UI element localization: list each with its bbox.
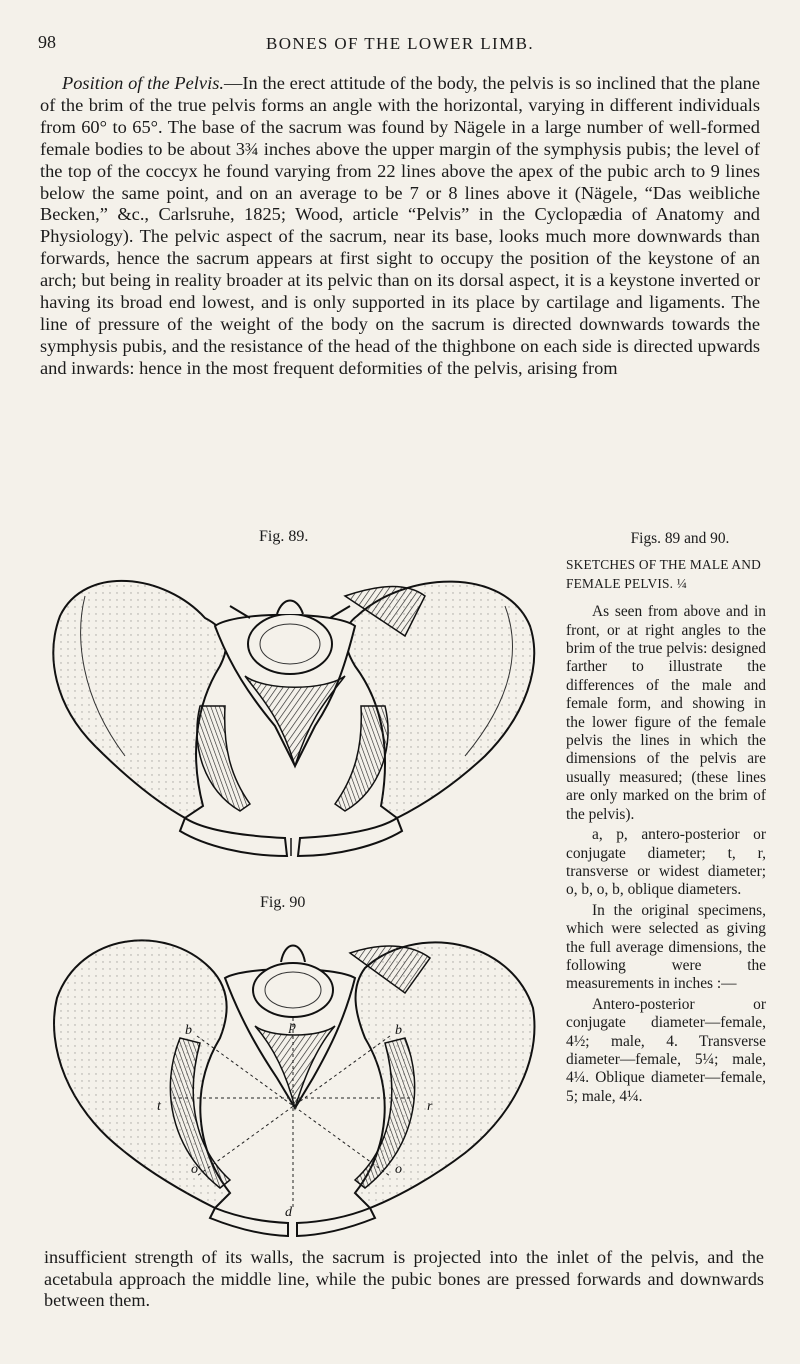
label-b-left: b (185, 1023, 192, 1038)
left-pubic-ramus (180, 818, 287, 856)
label-o-left: o (191, 1162, 198, 1177)
caption-heading: SKETCHES OF THE MALE AND FEMALE PELVIS. ¼ (566, 557, 762, 591)
caption-paragraph-2: a, p, antero-posterior or conjugate diameter; t, r, transverse or widest diameter; o, b, o, b, oblique diameters. (566, 826, 766, 899)
label-b-right: b (395, 1023, 402, 1038)
figure-caption-column (566, 530, 766, 1108)
caption-paragraph-4: Antero-posterior or conjugate diameter—female, 4½; male, 4. Transverse diameter—female, 5¼; male, 4¼. Oblique diameter—female, 5; male, 4¼. (566, 995, 766, 1105)
fig-90-label: Fig. 90 (260, 894, 306, 911)
continuation-paragraph: insufficient strength of its walls, the sacrum is projected into the inlet of the pelvis, and the acetabula approach the middle line, while the pubic bones are pressed forwards and downwards between them. (44, 1247, 764, 1310)
label-t: t (157, 1099, 161, 1114)
caption-paragraph-3: In the original specimens, which were selected as giving the full average dimensions, the following were the measurements in inches :— (566, 901, 766, 993)
male-pelvis-drawing (45, 556, 545, 866)
right-pubic-ramus (298, 818, 402, 856)
left-pelvic-wall (197, 706, 250, 811)
section-lead: Position of the Pelvis. (62, 73, 224, 93)
label-o-right: o (395, 1162, 402, 1177)
fig-89-label: Fig. 89. (259, 528, 309, 545)
page-number: 98 (38, 32, 56, 52)
running-title: BONES OF THE LOWER LIMB. (266, 34, 534, 53)
fig-90-illustration (45, 918, 545, 1238)
vertebra-body (248, 614, 332, 674)
fig-89-illustration (45, 556, 545, 866)
paragraph-body: —In the erect attitude of the body, the pelvis is so inclined that the plane of the brim of the true pelvis forms an angle with the horizontal, varying in different individuals from 60° to 65°. The base of the sacrum was found by Nägele in a large number of well-formed female bodies to be about 3¾ inches above the upper margin of the symphysis pubis; the level of the top of the coccyx he found varying from 22 lines above the apex of the pubic arch to 9 lines below the same point, and on an average to be 7 or 8 lines above it (Nägele, “Das weibliche Becken,” &c., Carlsruhe, 1825; Wood, article “Pelvis” in the Cyclopædia of Anatomy and Physiology). The pelvic aspect of the sacrum, near its base, looks much more downwards than forwards, hence the sacrum appears at first sight to occupy the position of the keystone of an arch; but being in reality broader at its pelvic than on its dorsal aspect, it is a keystone inverted or having its broad end lowest, and is only supported in its place by cartilage and ligaments. The line of pressure of the weight of the body on the sacrum is directed downwards towards the symphysis pubis, and the resistance of the head of the thighbone on each side is directed upwards and inwards: hence in the most frequent deformities of the pelvis, arising from (40, 73, 760, 378)
caption-title: Figs. 89 and 90. (630, 530, 730, 547)
label-r: r (427, 1099, 433, 1114)
label-d: d (285, 1205, 292, 1220)
label-p: p (289, 1019, 296, 1034)
main-paragraph (40, 73, 760, 380)
female-pelvis-drawing (45, 918, 545, 1238)
right-pelvic-wall (335, 706, 388, 811)
page-header (30, 30, 770, 60)
caption-paragraph-1: As seen from above and in front, or at right angles to the brim of the true pelvis: designed farther to illustrate the differences of the male and female form, and showing in the lower figure of the female pelvis the lines in which the dimensions of the pelvis are usually measured; (these lines are only marked on the brim of the pelvis). (566, 603, 766, 823)
